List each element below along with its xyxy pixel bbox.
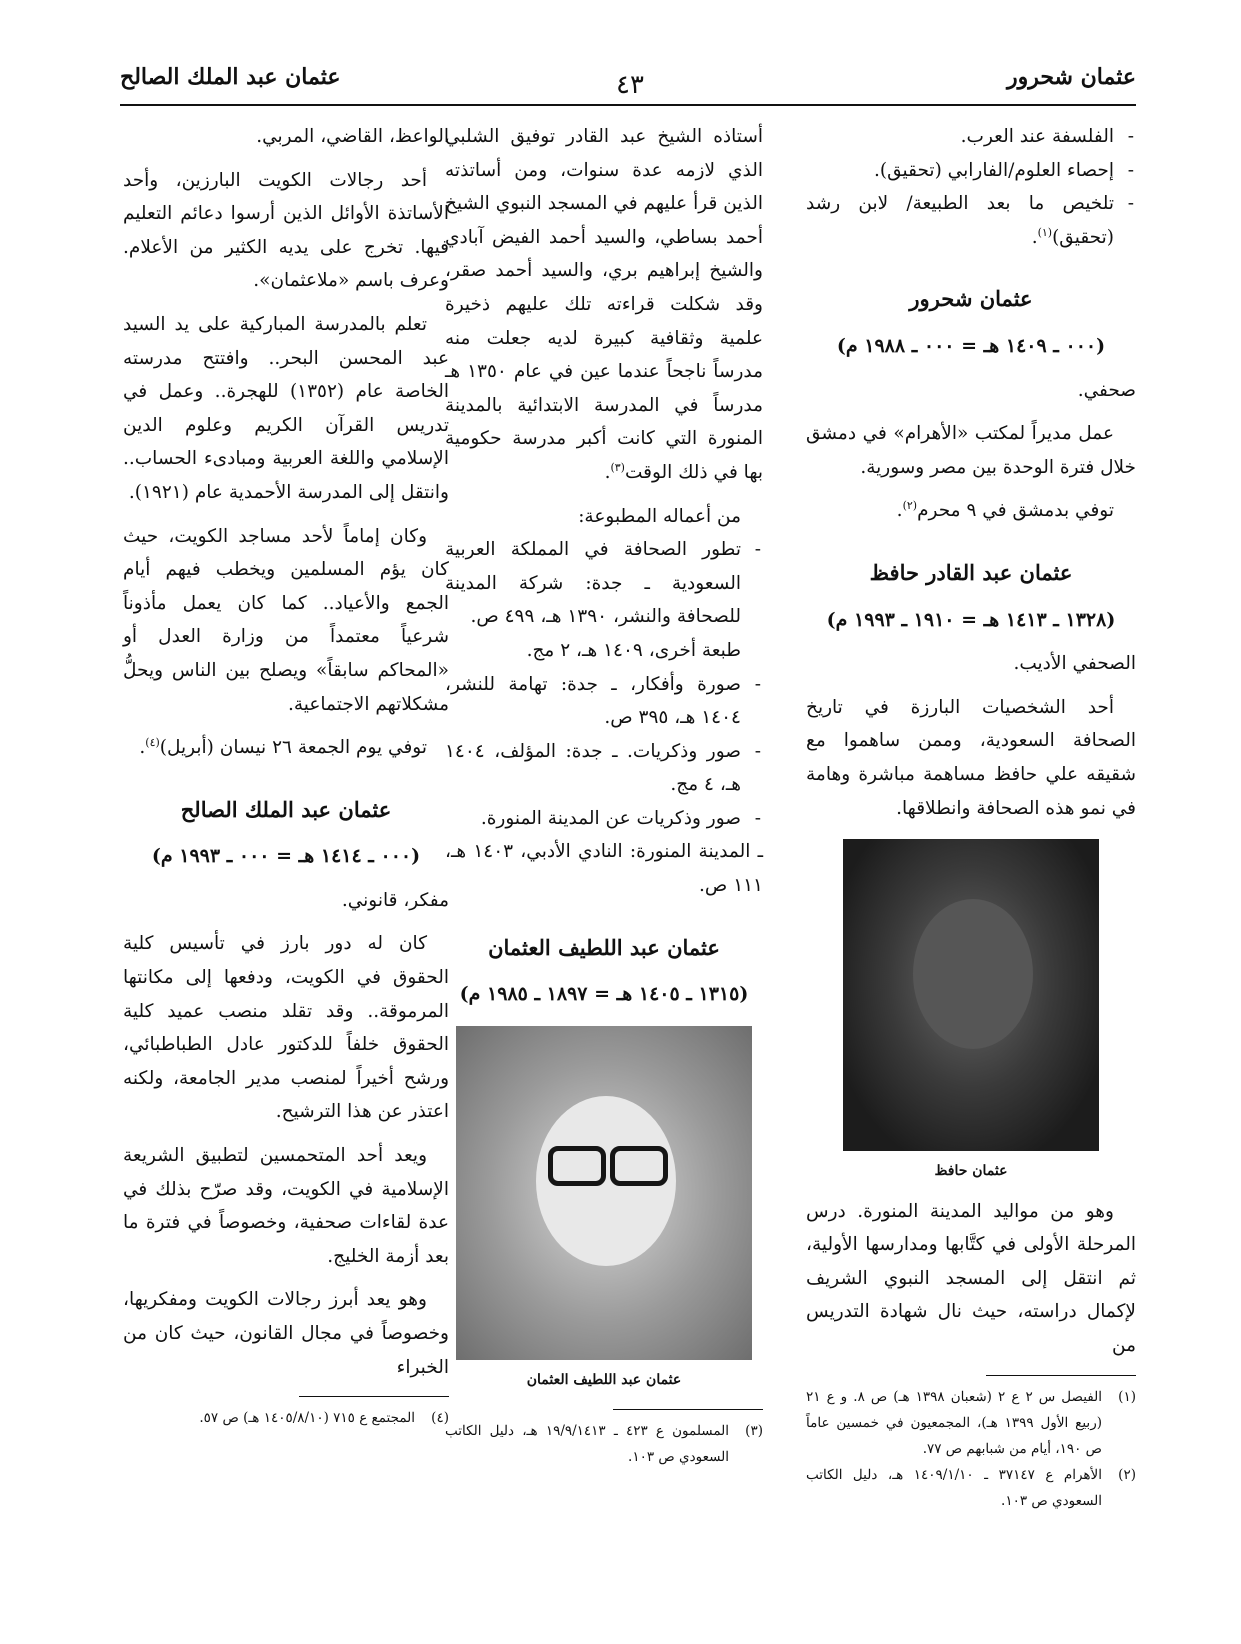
running-header (120, 58, 1136, 106)
column-middle (445, 120, 763, 1470)
entry-title: عثمان عبد الملك الصالح (180, 796, 392, 822)
footnote-rule (986, 1375, 1136, 1376)
entry-paragraph: توفي بدمشق في ٩ محرم$^{(٢)}$. (896, 499, 1114, 522)
entry-occupation: مفكر، قانوني. (341, 889, 449, 911)
photo-caption: عثمان حافظ (934, 1163, 1008, 1180)
entry-occupation: صحفي. (1077, 379, 1136, 401)
bullet-item: - تلخيص ما بعد الطبيعة/ لابن رشد (تحقيق)$^{(١)}$. (806, 187, 1136, 254)
bullet-item: - الفلسفة عند العرب. (806, 120, 1136, 154)
footnote-number: (١) (1118, 1388, 1136, 1405)
footnote-text: الفيصل س ٢ ع ٢ (شعبان ١٣٩٨ هـ) ص ٨. و ع ٢١ (ربيع الأول ١٣٩٩ هـ)، المجمعيون في خمسين عاماً ص ١٩٠، أيام من شبابهم ص ٧٧. (806, 1388, 1102, 1457)
footnote (123, 1405, 449, 1431)
entry-title: عثمان شحرور (909, 286, 1033, 312)
footnote-number: (٤) (431, 1410, 449, 1427)
footnote (806, 1384, 1136, 1462)
entry-dates: (٠٠٠ ـ ١٤١٤ هـ = ٠٠٠ ـ ١٩٩٣ م) (151, 845, 421, 868)
entry-text: توفي بدمشق في ٩ محرم (917, 500, 1114, 522)
portrait-photo (843, 839, 1099, 1151)
bullet-text: تلخيص ما بعد الطبيعة/ لابن رشد (تحقيق) (806, 193, 1114, 248)
glasses (548, 1146, 666, 1180)
work-item-continuation: ـ المدينة المنورة: النادي الأدبي، ١٤٠٣ هـ، ١١١ ص. (445, 841, 764, 897)
entry-paragraph: أحد رجالات الكويت البارزين، وأحد الأساتذة الأوائل الذين أرسوا دعائم التعليم فيها. تخرج على يديه الكثير من الأعلام. وعرف باسم «ملاعثمان». (123, 169, 449, 292)
footnote-mark: (٢) (902, 499, 918, 513)
footnote-mark: (٣) (610, 460, 625, 474)
footnote-mark: (٤) (145, 735, 160, 749)
entry-title: عثمان عبد اللطيف العثمان (488, 934, 720, 960)
portrait-photo (456, 1026, 752, 1360)
page-number: ٤٣ (616, 70, 644, 100)
entry-paragraph: عمل مديراً لمكتب «الأهرام» في دمشق خلال فترة الوحدة بين مصر وسورية. (806, 423, 1136, 478)
portrait-face (913, 899, 1033, 1049)
entry-dates: (٠٠٠ ـ ١٤٠٩ هـ = ٠٠٠ ـ ١٩٨٨ م) (836, 334, 1106, 357)
footnote-rule (613, 1409, 763, 1410)
footnote-rule (299, 1396, 449, 1397)
footnote (445, 1418, 763, 1470)
entry-title: عثمان عبد القادر حافظ (869, 559, 1073, 585)
entry-dates: (١٣٢٨ ـ ١٤١٣ هـ = ١٩١٠ ـ ١٩٩٣ م) (826, 608, 1116, 631)
entry-dates: (١٣١٥ ـ ١٤٠٥ هـ = ١٨٩٧ ـ ١٩٨٥ م) (459, 983, 749, 1006)
footnote-text: المسلمون ع ٤٢٣ ـ ١٩/٩/١٤١٣ هـ، دليل الكاتب السعودي ص ١٠٣. (445, 1423, 729, 1466)
footnote-mark: (١) (1037, 225, 1053, 239)
entry-paragraph: وهو من مواليد المدينة المنورة. درس المرحلة الأولى في كتَّابها ومدارسها الأولية، ثم انتقل إلى المسجد النبوي الشريف لإكمال دراسته، حيث نال شهادة التدريس من (806, 1200, 1136, 1357)
entry-occupation: الصحفي الأديب. (1013, 653, 1136, 675)
footnote-text: الأهرام ع ٣٧١٤٧ ـ ١٤٠٩/١/١٠ هـ، دليل الكاتب السعودي ص ١٠٣. (806, 1466, 1102, 1509)
work-item: - صور وذكريات. ـ جدة: المؤلف، ١٤٠٤ هـ، ٤ مج. (445, 735, 763, 802)
photo-caption: عثمان عبد اللطيف العثمان (526, 1371, 682, 1388)
header-right-title: عثمان شحرور (1006, 64, 1136, 90)
works-heading: من أعماله المطبوعة: (578, 505, 741, 527)
work-item: - صور وذكريات عن المدينة المنورة. (445, 802, 763, 836)
work-item: - تطور الصحافة في المملكة العربية السعودية ـ جدة: شركة المدينة للصحافة والنشر، ١٣٩٠ هـ، ٤٩٩ ص. (445, 533, 763, 634)
entry-paragraph: تعلم بالمدرسة المباركية على يد السيد عبد المحسن البحر.. وافتتح مدرسته الخاصة عام (١٣٥٢) للهجرة.. وعمل في تدريس القرآن الكريم وعلوم الدين الإسلامي واللغة العربية ومبادىء الحساب.. وانتقل إلى المدرسة الأحمدية عام (١٩٢١). (123, 313, 449, 503)
footnote-number: (٣) (745, 1423, 763, 1440)
entry-paragraph: أستاذه الشيخ عبد القادر توفيق الشلبي الذي لازمه عدة سنوات، ومن أساتذته الذين قرأ عليهم في المسجد النبوي الشيخ أحمد بساطي، والسيد أحمد الفيض آبادي والشيخ إبراهيم بري، والسيد أحمد صقر، وقد شكلت قراءته تلك عليهم ذخيرة علمية وثقافية كبيرة لديه جعلت منه مدرساً ناجحاً عندما عين في عام ١٣٥٠ هـ مدرساً في المدرسة الابتدائية بالمدينة المنورة التي كانت أكبر مدرسة حكومية بها في ذلك الوقت$^{(٣)}$. (445, 126, 763, 483)
column-right (806, 120, 1136, 1514)
bullet-item: - إحصاء العلوم/الفارابي (تحقيق). (806, 154, 1136, 188)
column-left (123, 120, 449, 1431)
footnote-text: المجتمع ع ٧١٥ (١٤٠٥/٨/١٠ هـ) ص ٥٧. (199, 1410, 415, 1427)
entry-paragraph: وكان إماماً لأحد مساجد الكويت، حيث كان يؤم المسلمين ويخطب فيهم أيام الجمع والأعياد.. كما كان يعمل مأذوناً شرعياً معتمداً من وزارة العدل أو «المحاكم سابقاً» ويصلح بين الناس ويحلُّ مشكلاتهم الاجتماعية. (123, 525, 449, 715)
entry-paragraph: ويعد أحد المتحمسين لتطبيق الشريعة الإسلامية في الكويت، وقد صرّح بذلك في عدة لقاءات صحفية، وخصوصاً في فترة ما بعد أزمة الخليج. (123, 1145, 449, 1267)
header-left-title: عثمان عبد الملك الصالح (120, 64, 341, 90)
entry-paragraph: وهو يعد أبرز رجالات الكويت ومفكريها، وخصوصاً في مجال القانون، حيث كان من الخبراء (123, 1289, 449, 1378)
footnote-number: (٢) (1118, 1466, 1136, 1483)
entry-text: توفي يوم الجمعة ٢٦ نيسان (أبريل) (159, 737, 427, 759)
work-item: - صورة وأفكار، ـ جدة: تهامة للنشر، ١٤٠٤ هـ، ٣٩٥ ص. (445, 668, 763, 735)
entry-paragraph: أحد الشخصيات البارزة في تاريخ الصحافة السعودية، وممن ساهموا مع شقيقه علي حافظ مساهمة مباشرة وهامة في نمو هذه الصحافة وانطلاقها. (806, 696, 1136, 819)
entry-paragraph: كان له دور بارز في تأسيس كلية الحقوق في الكويت، ودفعها إلى مكانتها المرموقة.. وقد تقلد منصب عميد كلية الحقوق خلفاً للدكتور عادل الطباطبائي، ورشح أخيراً لمنصب مدير الجامعة، ولكنه اعتذر عن هذا الترشيح. (123, 933, 449, 1123)
entry-text: أستاذه الشيخ عبد القادر توفيق الشلبي الذي لازمه عدة سنوات، ومن أساتذته الذين قرأ عليهم في المسجد النبوي الشيخ أحمد بساطي، والسيد أحمد الفيض آبادي والشيخ إبراهيم بري، والسيد أحمد صقر، وقد شكلت قراءته تلك عليهم ذخيرة علمية وثقافية كبيرة لديه جعلت منه مدرساً ناجحاً عندما عين في عام ١٣٥٠ هـ مدرساً في المدرسة الابتدائية بالمدينة المنورة التي كانت أكبر مدرسة حكومية بها في ذلك الوقت (445, 126, 763, 483)
entry-occupation: الواعظ، القاضي، المربي. (256, 126, 449, 147)
work-reprint: طبعة أخرى، ١٤٠٩ هـ، ٢ مج. (526, 639, 741, 661)
footnote (806, 1462, 1136, 1514)
entry-paragraph: توفي يوم الجمعة ٢٦ نيسان (أبريل)$^{(٤)}$. (139, 735, 427, 759)
